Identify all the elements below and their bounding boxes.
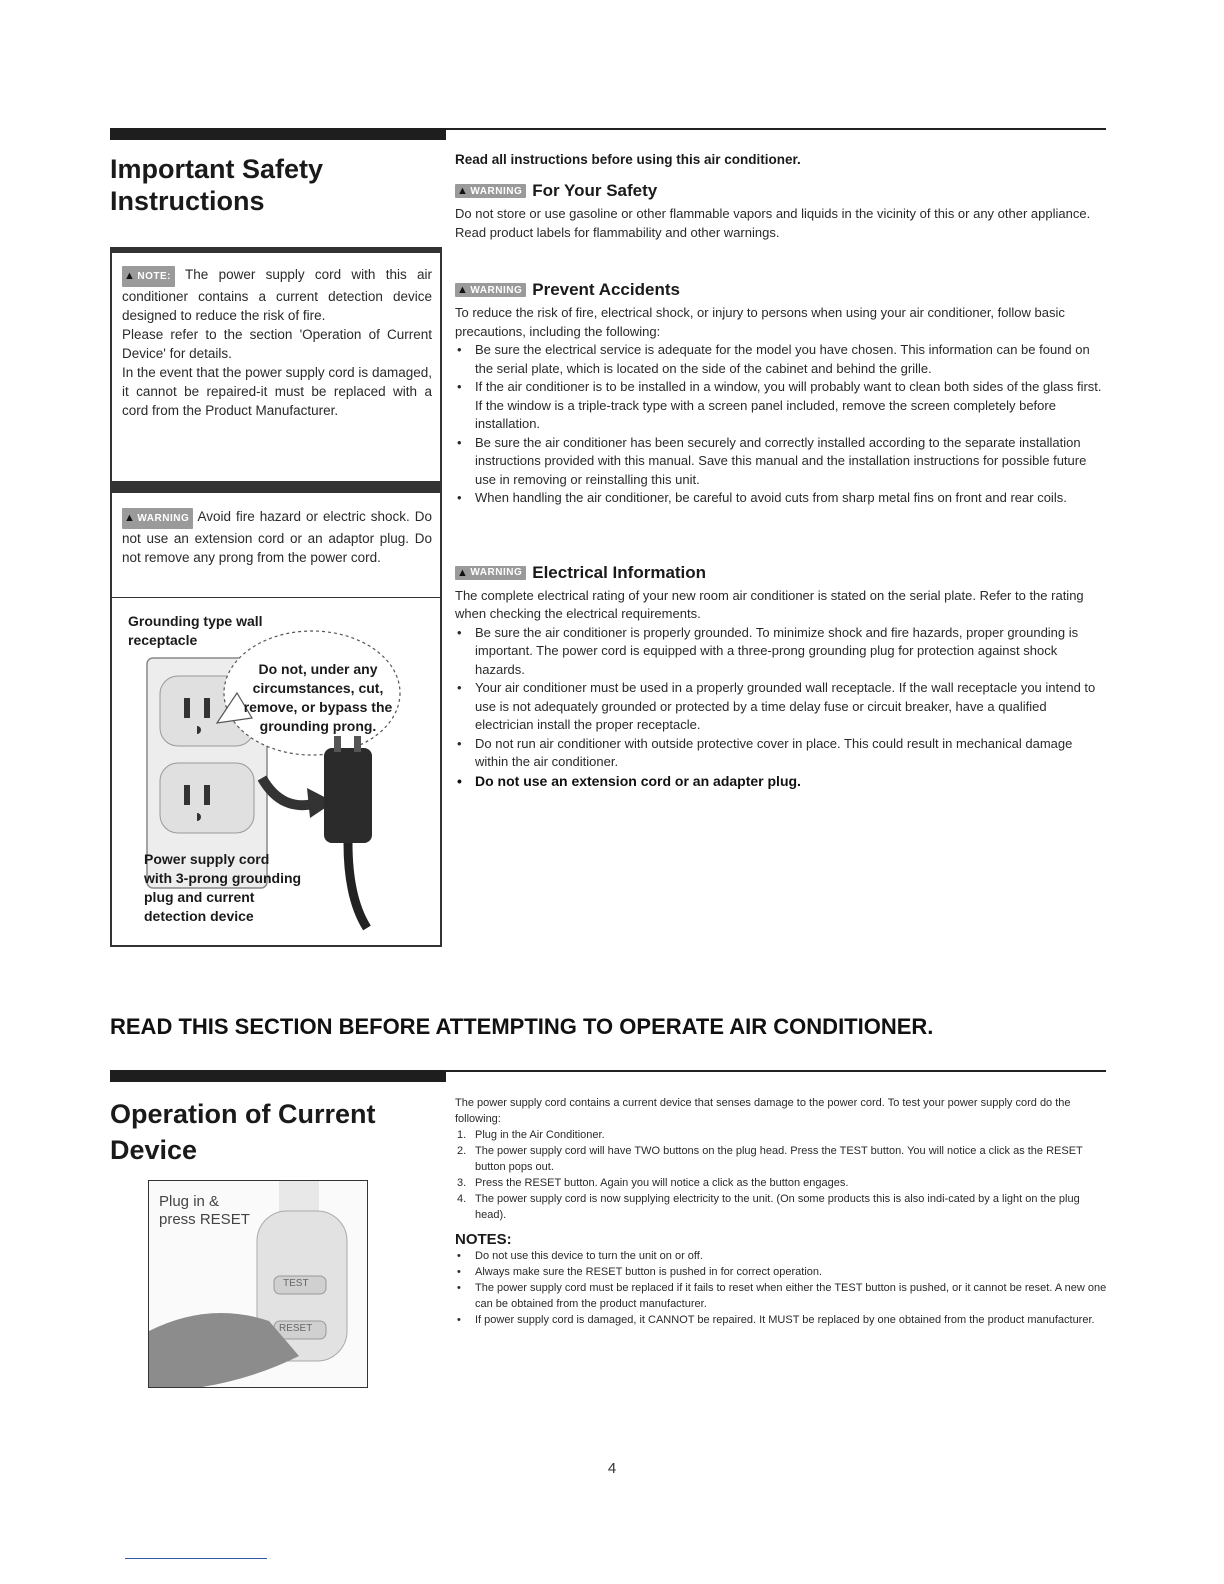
step-number: 1. <box>457 1129 467 1141</box>
list-item: • Always make sure the RESET button is pushed in for correct operation. <box>455 1264 1107 1280</box>
note-content <box>122 265 432 420</box>
list-item: • Your air conditioner must be used in a properly grounded wall receptacle. If the wall receptacle you intend to use is not adequately grounded or protected by a time delay fuse or circuit breaker, have a qualified electrician install the proper receptacle. <box>455 679 1107 735</box>
notes-list <box>455 1248 1107 1328</box>
electrical-list <box>455 624 1107 791</box>
operation-title <box>110 1096 440 1168</box>
section-bar-dark <box>110 128 446 140</box>
cord-label-line-1: Power supply cord <box>144 851 270 867</box>
lead-text: Read all instructions before using this air conditioner. <box>455 152 801 167</box>
warning-triangle-icon: ▲ <box>457 185 469 197</box>
step-item <box>455 1191 1107 1223</box>
cord-label-line-4: detection device <box>144 908 254 924</box>
electrical-title: Electrical Information <box>532 562 707 582</box>
list-item: • When handling the air conditioner, be careful to avoid cuts from sharp metal fins on front and rear coils. <box>455 489 1107 508</box>
bubble-line-4: grounding prong. <box>259 718 377 734</box>
page-number: 4 <box>607 1460 617 1477</box>
list-item: • Do not run air conditioner with outside protective cover in place. This could result in mechanical damage within the air conditioner. <box>455 735 1107 772</box>
prevent-title: Prevent Accidents <box>532 280 680 299</box>
operation-title-line-1: Operation of Current <box>110 1099 376 1129</box>
for-safety-text: Do not store or use gasoline or other flammable vapors and liquids in the vicinity of this or any other appliance. Read product labels for flammability and other warnings. <box>455 206 1091 240</box>
notes-title: NOTES: <box>455 1231 512 1248</box>
list-item: • Be sure the air conditioner has been securely and correctly installed according to the separate installation instructions provided with this manual. Save this manual and the installation instructions for possible future use in removing or reinstalling this unit. <box>455 434 1107 490</box>
prevent-tag: ▲ WARNING <box>455 283 526 297</box>
reset-figure-label-line-1: Plug in & <box>159 1193 220 1210</box>
reset-figure-label-line-2: press RESET <box>159 1211 250 1228</box>
box-warning-text: Avoid fire hazard or electric shock. Do not use an extension cord or an adaptor plug. Do not remove any prong from the power cord. <box>122 509 432 565</box>
warning-box <box>110 487 442 947</box>
warning-triangle-icon: ▲ <box>457 566 469 579</box>
footer-rule <box>125 1558 267 1559</box>
list-item: • The power supply cord must be replaced if it fails to reset when either the TEST button is pushed, or it cannot be reset. A new one can be obtained from the product manufacturer. <box>455 1280 1107 1312</box>
step-text: Plug in the Air Conditioner. <box>475 1129 605 1141</box>
bubble-line-1: Do not, under any <box>258 661 378 677</box>
section-banner: READ THIS SECTION BEFORE ATTEMPTING TO OPERATE AIR CONDITIONER. <box>110 1014 934 1039</box>
note-damaged: In the event that the power supply cord is damaged, it cannot be repaired-it must be replaced with a cord from the Product Manufacturer. <box>122 365 432 418</box>
step-number: 2. <box>457 1145 467 1157</box>
prevent-intro: To reduce the risk of fire, electrical shock, or injury to persons when using your air conditioner, follow basic precautions, including the following: <box>455 305 1065 339</box>
list-item-bold: • Do not use an extension cord or an adapter plug. <box>455 772 1107 791</box>
step-item <box>455 1127 1107 1143</box>
reset-figure <box>148 1180 368 1388</box>
step-text: The power supply cord is now supplying electricity to the unit. (On some products this is also indi-cated by a light on the plug head). <box>475 1193 1080 1221</box>
note-tag: ▲ NOTE: <box>122 266 175 287</box>
operation-steps <box>455 1127 1107 1223</box>
cord-label-line-3: plug and current <box>144 889 255 905</box>
page-title <box>110 153 440 217</box>
warning-triangle-icon: ▲ <box>124 270 136 282</box>
box-warning-tag: ▲ WARNING <box>122 508 193 529</box>
operation-intro: The power supply cord contains a current device that senses damage to the power cord. To test your power supply cord do the following: <box>455 1097 1071 1125</box>
electrical-tag: ▲ WARNING <box>455 566 526 580</box>
for-safety-title: For Your Safety <box>532 181 658 200</box>
bubble-line-3: remove, or bypass the <box>243 699 393 715</box>
box-warning <box>122 507 432 567</box>
grounding-figure <box>112 598 440 948</box>
operation-bar-dark <box>110 1070 446 1082</box>
list-item: • Be sure the electrical service is adequate for the model you have chosen. This information can be found on the serial plate, which is located on the side of the cabinet and behind the grille. <box>455 341 1107 378</box>
prevent-list <box>455 341 1107 508</box>
step-number: 4. <box>457 1193 467 1205</box>
receptacle-label <box>128 612 263 650</box>
cord-label-line-2: with 3-prong grounding <box>144 870 302 886</box>
prevent-heading <box>455 280 1107 300</box>
note-box <box>110 247 442 487</box>
step-item <box>455 1175 1107 1191</box>
electrical-intro: The complete electrical rating of your new room air conditioner is stated on the serial plate. Refer to the rating when checking the electrical requirements. <box>455 587 1084 621</box>
title-line-2: Instructions <box>110 186 265 216</box>
prong-bubble <box>238 660 398 736</box>
electrical-heading <box>455 563 1107 583</box>
step-item <box>455 1143 1107 1175</box>
warning-triangle-icon: ▲ <box>124 512 136 524</box>
list-item: • Do not use this device to turn the unit on or off. <box>455 1248 1107 1264</box>
receptacle-label-line-2: receptacle <box>128 632 198 648</box>
note-refer: Please refer to the section 'Operation of Current Device' for details. <box>122 327 432 361</box>
operation-title-line-2: Device <box>110 1135 198 1165</box>
list-item: • Be sure the air conditioner is properly grounded. To minimize shock and fire hazards, proper grounding is important. The power cord is equipped with a three-prong grounding plug for protection against shock hazards. <box>455 624 1107 680</box>
list-item: • If the air conditioner is to be installed in a window, you will probably want to clean both sides of the glass first. If the window is a triple-track type with a screen panel included, remove the screen completely before installation. <box>455 378 1107 434</box>
section-rule <box>446 128 1106 130</box>
warning-triangle-icon: ▲ <box>457 284 469 296</box>
reset-figure-label <box>159 1193 250 1229</box>
step-text: The power supply cord will have TWO buttons on the plug head. Press the TEST button. You will notice a click as the RESET button pops out. <box>475 1145 1083 1173</box>
title-line-1: Important Safety <box>110 154 324 184</box>
step-text: Press the RESET button. Again you will notice a click as the button engages. <box>475 1177 849 1189</box>
operation-rule <box>446 1070 1106 1072</box>
test-button-label: TEST <box>283 1278 309 1289</box>
for-safety-heading <box>455 181 1107 201</box>
safety-right-column <box>455 152 1107 790</box>
reset-button-label: RESET <box>279 1323 313 1334</box>
step-number: 3. <box>457 1177 467 1189</box>
cord-label <box>144 850 301 926</box>
for-safety-tag: ▲ WARNING <box>455 184 526 198</box>
list-item: • If power supply cord is damaged, it CANNOT be repaired. It MUST be replaced by one obtained from the product manufacturer. <box>455 1312 1107 1328</box>
bubble-line-2: circumstances, cut, <box>252 680 384 696</box>
operation-right-column <box>455 1095 1107 1328</box>
receptacle-label-line-1: Grounding type wall <box>128 613 263 629</box>
note-text: The power supply cord with this air conditioner contains a current detection device designed to reduce the risk of fire. <box>122 267 432 323</box>
